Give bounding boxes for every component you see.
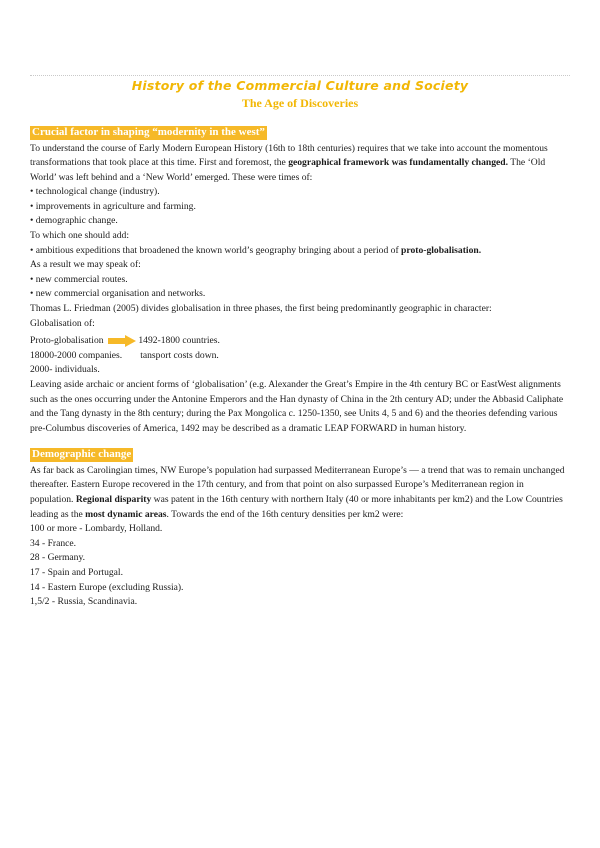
bullet-demographic: • demographic change. (30, 215, 118, 227)
phase-companies-line: 18000-2000 companies. tansport costs down. (30, 349, 219, 361)
demographic-paragraph: As far back as Carolingian times, NW Europe’s population had surpassed Mediterranean Europe’s — a trend that was to remain unchanged thereafter. Eastern Europe recovered in the 17th century, and from that point on also surpassed Europe’s Mediterranean region in population. Regional disparity was patent in the 16th century with northern Italy (40 or more inhabitants per km2) and the Low Countries leading as the most dynamic areas. Towards the end of the 16th century densities per km2 were: (30, 464, 565, 520)
section-heading-modernity: Crucial factor in shaping “modernity in the west” (32, 126, 265, 138)
density-item: 28 - Germany. (30, 552, 86, 564)
document-body (30, 126, 566, 610)
add-line: To which one should add: (30, 230, 129, 242)
leaving-paragraph: Leaving aside archaic or ancient forms of ‘globalisation’ (e.g. Alexander the Great’s Empire in the 4th century BC or EastWest alignments such as the ones occurring under the Antonine Emperors and the Han dynasty of China in the 2th century AD; under the Abbasid Caliphate and the Tang dynasty in the 8th century; during the Pax Mongolica c. 1250-1350, see Units 4, 5 and 6) and the theories defending various pre-Columbus discoveries of America, 1492 may be described as a dramatic LEAP FORWARD in human history. (30, 379, 564, 434)
density-item: 34 - France. (30, 537, 77, 549)
bullet-routes: • new commercial routes. (30, 273, 128, 285)
globalisation-label: Globalisation of: (30, 317, 95, 329)
density-item: 14 - Eastern Europe (excluding Russia). (30, 581, 184, 593)
density-item: 17 - Spain and Portugal. (30, 567, 123, 579)
document-subtitle: The Age of Discoveries (241, 96, 359, 110)
bullet-organisation: • new commercial organisation and networks. (30, 288, 206, 300)
document-title: History of the Commercial Culture and Society (131, 78, 469, 93)
intro-paragraph: To understand the course of Early Modern European History (16th to 18th centuries) requires that we take into account the momentous transformations that took place at this time. First and foremost, the geographical framework was fundamentally changed. The ‘Old World’ was left behind and a ‘New World’ emerged. These were times of: (30, 142, 548, 183)
result-line: As a result we may speak of: (30, 259, 141, 271)
density-item: 1,5/2 - Russia, Scandinavia. (30, 596, 138, 608)
density-item: 100 or more - Lombardy, Holland. (30, 523, 163, 535)
bullet-technological: • technological change (industry). (30, 186, 160, 198)
friedman-paragraph: Thomas L. Friedman (2005) divides globalisation in three phases, the first being predominantly geographic in character: (30, 303, 492, 315)
section-heading-demographic: Demographic change (32, 448, 132, 461)
bullet-expeditions: • ambitious expeditions that broadened the known world’s geography bringing about a period of proto-globalisation. (30, 244, 482, 256)
right-arrow-icon (108, 335, 136, 347)
bullet-agriculture: • improvements in agriculture and farming. (30, 200, 196, 212)
header-divider (30, 75, 570, 76)
proto-globalisation-line: Proto-globalisation 1492-1800 countries. (30, 335, 220, 347)
phase-individuals-line: 2000- individuals. (30, 364, 100, 376)
